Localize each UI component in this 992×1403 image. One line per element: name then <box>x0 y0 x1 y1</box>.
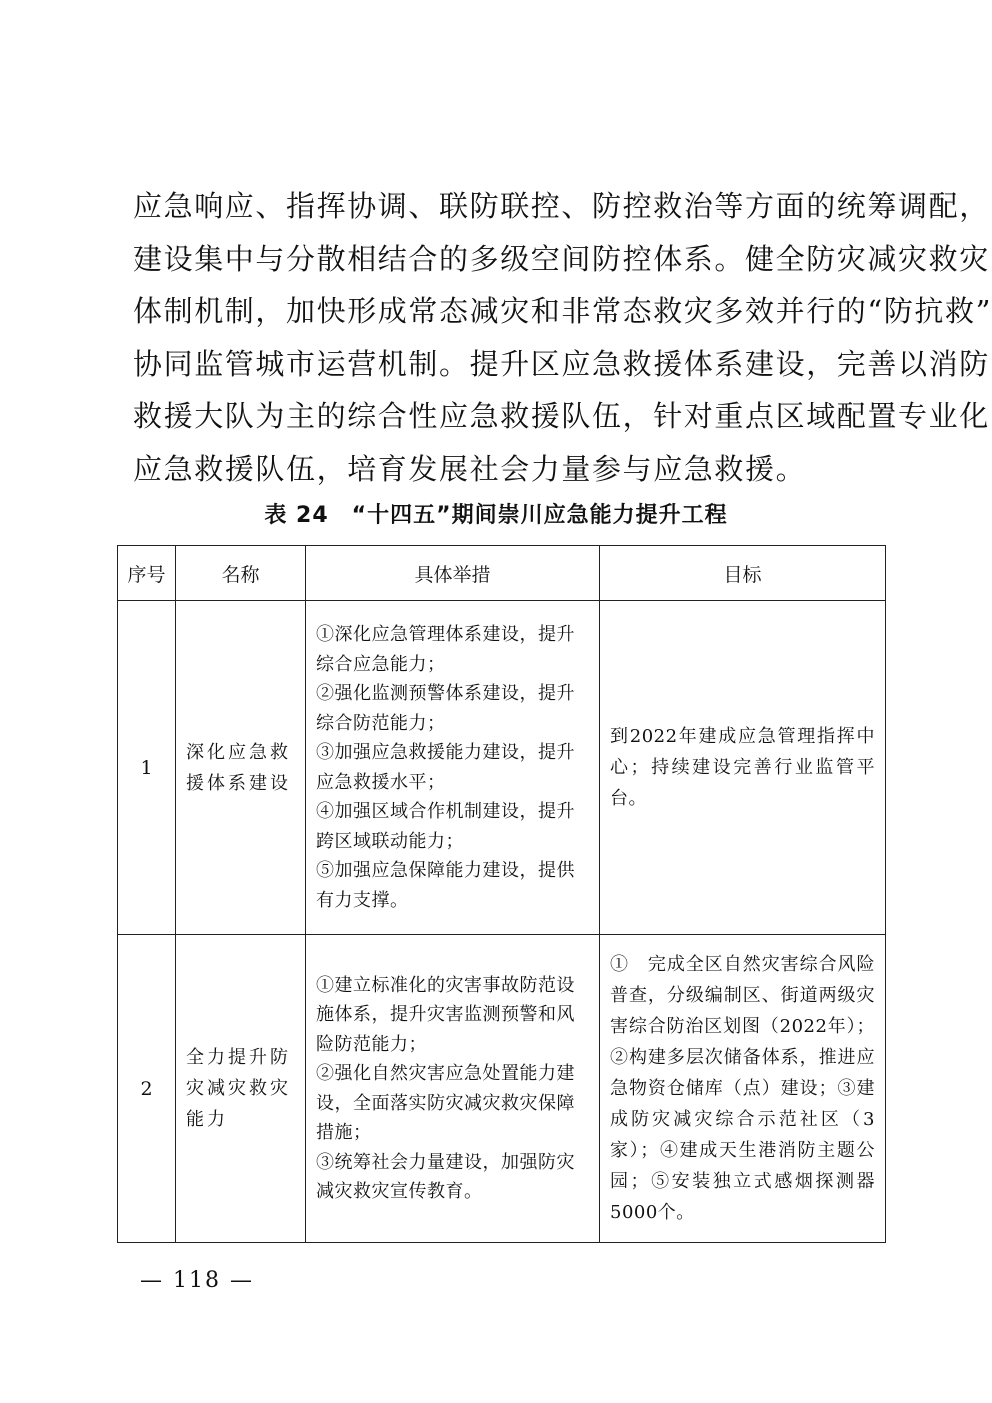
paragraph-line: 应急救援队伍，培育发展社会力量参与应急救援。 <box>133 451 807 486</box>
measure-item: ②强化自然灾害应急处置能力建设，全面落实防灾减灾救灾保障措施； <box>316 1063 575 1143</box>
paragraph-line: 应急响应、指挥协调、联防联控、防控救治等方面的统筹调配， <box>133 189 990 223</box>
paragraph-line: 体制机制，加快形成常态减灾和非常态救灾多效并行的“防抗救” <box>133 294 992 328</box>
page-number: — 118 — <box>140 1268 254 1293</box>
table-row <box>118 601 886 935</box>
measure-item: ③统筹社会力量建设，加强防灾减灾救灾宣传教育。 <box>316 1151 575 1202</box>
row-no: 1 <box>118 601 176 935</box>
row-name: 全力提升防灾减灾救灾能力 <box>176 935 306 1243</box>
measure-item: ③加强应急救援能力建设，提升应急救援水平； <box>316 742 575 793</box>
header-no: 序号 <box>118 546 176 601</box>
header-measures: 具体举措 <box>306 546 600 601</box>
row-no: 2 <box>118 935 176 1243</box>
measure-item: ②强化监测预警体系建设，提升综合防范能力； <box>316 683 575 734</box>
paragraph-line: 协同监管城市运营机制。提升区应急救援体系建设，完善以消防 <box>133 346 990 381</box>
row-name: 深化应急救援体系建设 <box>176 601 306 935</box>
table-caption: 表 24 “十四五”期间崇川应急能力提升工程 <box>264 503 728 528</box>
table-header-row <box>118 546 886 601</box>
header-name: 名称 <box>176 546 306 601</box>
measures-table <box>117 545 886 1243</box>
body-paragraph <box>133 180 992 495</box>
measure-item: ⑤加强应急保障能力建设，提供有力支撑。 <box>316 860 575 911</box>
paragraph-line: 救援大队为主的综合性应急救援队伍，针对重点区域配置专业化 <box>133 399 990 433</box>
row-goal: 到2022年建成应急管理指挥中心；持续建设完善行业监管平台。 <box>600 601 886 935</box>
measure-item: ①深化应急管理体系建设，提升综合应急能力； <box>316 624 575 675</box>
header-goal: 目标 <box>600 546 886 601</box>
measure-item: ④加强区域合作机制建设，提升跨区域联动能力； <box>316 801 575 852</box>
row-measures <box>306 601 600 935</box>
row-measures <box>306 935 600 1243</box>
table-row <box>118 935 886 1243</box>
paragraph-line: 建设集中与分散相结合的多级空间防控体系。健全防灾减灾救灾 <box>133 241 990 276</box>
measure-item: ①建立标准化的灾害事故防范设施体系，提升灾害监测预警和风险防范能力； <box>316 974 575 1055</box>
row-goal: ① 完成全区自然灾害综合风险普查，分级编制区、街道两级灾害综合防治区划图（2022年）；②构建多层次储备体系，推进应急物资仓储库（点）建设；③建成防灾减灾综合示范社区（3家）；④建成天生港消防主题公园；⑤安装独立式感烟探测器5000个。 <box>600 935 886 1243</box>
